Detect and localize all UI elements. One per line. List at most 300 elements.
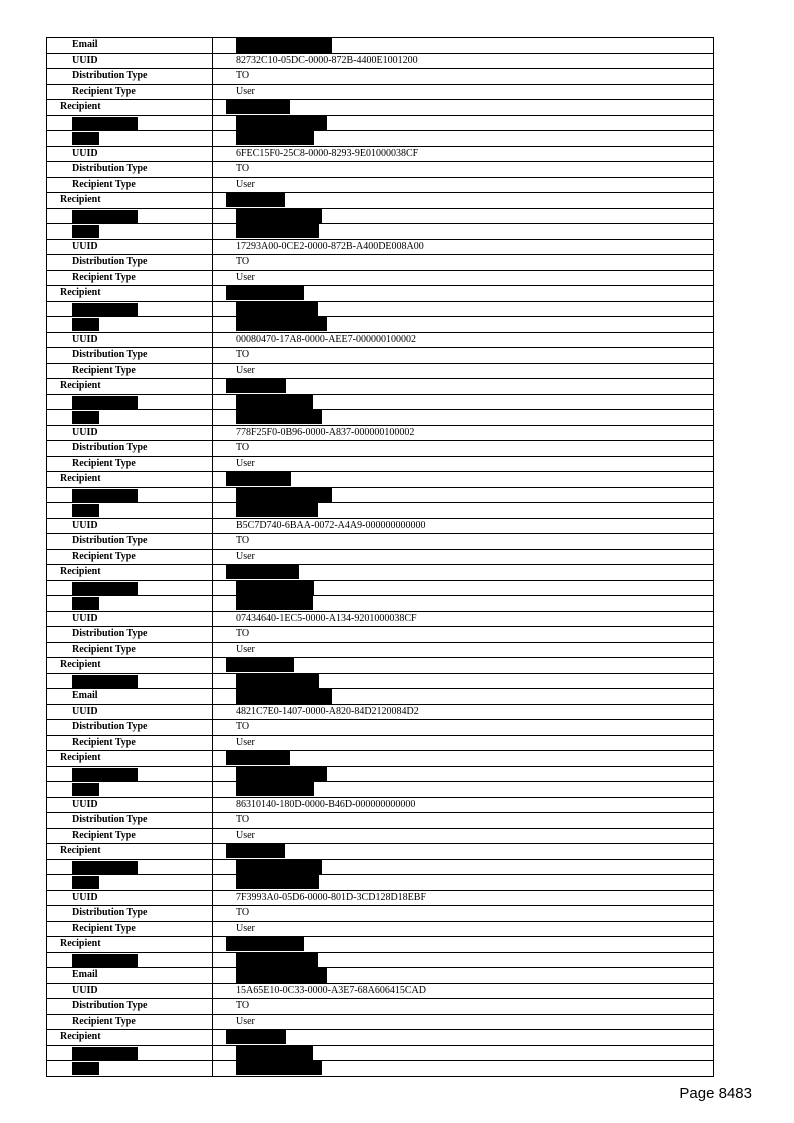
value-cell — [213, 426, 713, 441]
rtype-value: User — [236, 1015, 255, 1027]
redaction-block — [226, 193, 285, 207]
dist-value: TO — [236, 814, 250, 825]
value-cell — [213, 224, 713, 239]
label-cell — [47, 550, 213, 565]
redaction-block — [72, 504, 99, 517]
dist-value: TO — [236, 349, 250, 360]
table-row — [47, 767, 713, 783]
value-cell — [213, 116, 713, 131]
redaction-block — [236, 38, 332, 53]
field-label: Recipient Type — [72, 922, 136, 934]
label-cell — [47, 612, 213, 627]
value-cell — [213, 922, 713, 937]
label-cell — [47, 565, 213, 580]
field-label: Distribution Type — [72, 814, 148, 825]
redaction-block — [236, 224, 319, 238]
label-cell — [47, 147, 213, 162]
value-cell — [213, 782, 713, 797]
rtype-value: User — [236, 922, 255, 934]
field-label: Distribution Type — [72, 535, 148, 546]
redaction-block — [236, 674, 319, 688]
table-row — [47, 255, 713, 271]
label-cell — [47, 984, 213, 999]
label-cell — [47, 767, 213, 782]
table-row — [47, 550, 713, 566]
value-cell — [213, 596, 713, 611]
table-row — [47, 488, 713, 504]
value-cell — [213, 612, 713, 627]
value-cell — [213, 519, 713, 534]
rtype-value: User — [236, 643, 255, 655]
table-row — [47, 844, 713, 860]
value-cell — [213, 627, 713, 642]
value-cell — [213, 193, 713, 208]
redaction-block — [72, 783, 99, 796]
label-cell — [47, 116, 213, 131]
dist-value: TO — [236, 163, 250, 174]
redaction-block — [226, 658, 294, 672]
field-label: Recipient Type — [72, 178, 136, 190]
label-cell — [47, 860, 213, 875]
value-cell — [213, 674, 713, 689]
field-label: Distribution Type — [72, 907, 148, 918]
field-label: Distribution Type — [72, 70, 148, 81]
field-label: Email — [72, 39, 98, 50]
redaction-block — [226, 100, 290, 114]
label-cell — [47, 581, 213, 596]
table-row — [47, 38, 713, 54]
redaction-block — [236, 302, 318, 316]
redaction-block — [236, 581, 314, 595]
value-cell — [213, 286, 713, 301]
label-cell — [47, 286, 213, 301]
field-label: Recipient Type — [72, 550, 136, 562]
uuid-value: 17293A00-0CE2-0000-872B-A400DE008A00 — [236, 240, 424, 252]
dist-value: TO — [236, 256, 250, 267]
label-cell — [47, 209, 213, 224]
rtype-value: User — [236, 364, 255, 376]
field-label: Recipient — [60, 380, 101, 391]
redaction-block — [72, 210, 138, 223]
label-cell — [47, 178, 213, 193]
field-label: Distribution Type — [72, 721, 148, 732]
value-cell — [213, 364, 713, 379]
redaction-block — [72, 597, 99, 610]
redaction-block — [236, 317, 327, 331]
field-label: UUID — [72, 54, 98, 66]
uuid-value: B5C7D740-6BAA-0072-A4A9-000000000000 — [236, 519, 426, 531]
field-label: Recipient Type — [72, 457, 136, 469]
label-cell — [47, 162, 213, 177]
label-cell — [47, 844, 213, 859]
field-label: Recipient — [60, 194, 101, 205]
label-cell — [47, 441, 213, 456]
field-label: Recipient — [60, 659, 101, 670]
field-label: Recipient Type — [72, 643, 136, 655]
label-cell — [47, 534, 213, 549]
table-row — [47, 426, 713, 442]
field-label: Recipient — [60, 287, 101, 298]
value-cell — [213, 844, 713, 859]
field-label: UUID — [72, 891, 98, 903]
field-label: Recipient — [60, 566, 101, 577]
field-label: UUID — [72, 240, 98, 252]
value-cell — [213, 689, 713, 704]
label-cell — [47, 1046, 213, 1061]
table-row — [47, 782, 713, 798]
value-cell — [213, 751, 713, 766]
field-label: Distribution Type — [72, 349, 148, 360]
redaction-block — [72, 396, 138, 409]
value-cell — [213, 875, 713, 890]
label-cell — [47, 968, 213, 983]
value-cell — [213, 379, 713, 394]
redaction-block — [72, 954, 138, 967]
table-row — [47, 395, 713, 411]
table-row — [47, 193, 713, 209]
field-label: Recipient — [60, 845, 101, 856]
table-row — [47, 317, 713, 333]
table-row — [47, 1030, 713, 1046]
label-cell — [47, 488, 213, 503]
table-row — [47, 643, 713, 659]
label-cell — [47, 271, 213, 286]
redaction-block — [226, 379, 286, 393]
value-cell — [213, 69, 713, 84]
value-cell — [213, 999, 713, 1014]
redaction-block — [236, 953, 318, 967]
table-row — [47, 379, 713, 395]
label-cell — [47, 813, 213, 828]
label-cell — [47, 457, 213, 472]
table-row — [47, 410, 713, 426]
redaction-block — [72, 132, 99, 145]
field-label: UUID — [72, 426, 98, 438]
field-label: Distribution Type — [72, 1000, 148, 1011]
redaction-block — [226, 844, 285, 858]
label-cell — [47, 1061, 213, 1076]
dist-value: TO — [236, 442, 250, 453]
uuid-value: 07434640-1EC5-0000-A134-9201000038CF — [236, 612, 417, 624]
value-cell — [213, 441, 713, 456]
field-label: Recipient — [60, 752, 101, 763]
table-row — [47, 596, 713, 612]
table-row — [47, 302, 713, 318]
table-row — [47, 937, 713, 953]
value-cell — [213, 131, 713, 146]
value-cell — [213, 705, 713, 720]
table-row — [47, 271, 713, 287]
field-label: Distribution Type — [72, 163, 148, 174]
redaction-block — [236, 209, 322, 223]
label-cell — [47, 85, 213, 100]
label-cell — [47, 395, 213, 410]
redaction-block — [236, 410, 322, 424]
table-row — [47, 178, 713, 194]
label-cell — [47, 426, 213, 441]
redaction-block — [236, 395, 313, 409]
table-row — [47, 627, 713, 643]
value-cell — [213, 829, 713, 844]
redaction-block — [226, 751, 290, 765]
value-cell — [213, 581, 713, 596]
redaction-block — [226, 472, 291, 486]
label-cell — [47, 100, 213, 115]
dist-value: TO — [236, 535, 250, 546]
table-row — [47, 519, 713, 535]
label-cell — [47, 317, 213, 332]
value-cell — [213, 767, 713, 782]
label-cell — [47, 69, 213, 84]
table-row — [47, 69, 713, 85]
label-cell — [47, 596, 213, 611]
table-row — [47, 813, 713, 829]
label-cell — [47, 643, 213, 658]
label-cell — [47, 798, 213, 813]
value-cell — [213, 348, 713, 363]
table-row — [47, 891, 713, 907]
redaction-block — [236, 503, 318, 517]
table-row — [47, 1015, 713, 1031]
field-label: Recipient Type — [72, 736, 136, 748]
redaction-block — [72, 489, 138, 502]
label-cell — [47, 1015, 213, 1030]
value-cell — [213, 1030, 713, 1045]
field-label: Distribution Type — [72, 442, 148, 453]
redaction-block — [72, 117, 138, 130]
table-row — [47, 860, 713, 876]
value-cell — [213, 410, 713, 425]
value-cell — [213, 302, 713, 317]
redaction-block — [72, 225, 99, 238]
value-cell — [213, 503, 713, 518]
table-row — [47, 798, 713, 814]
label-cell — [47, 302, 213, 317]
field-label: Recipient Type — [72, 271, 136, 283]
table-row — [47, 209, 713, 225]
table-row — [47, 736, 713, 752]
value-cell — [213, 147, 713, 162]
field-label: Recipient — [60, 938, 101, 949]
redaction-block — [72, 1062, 99, 1075]
label-cell — [47, 736, 213, 751]
value-cell — [213, 317, 713, 332]
redaction-block — [226, 1030, 286, 1044]
redaction-block — [72, 303, 138, 316]
table-row — [47, 720, 713, 736]
rtype-value: User — [236, 829, 255, 841]
label-cell — [47, 54, 213, 69]
table-row — [47, 54, 713, 70]
field-label: Email — [72, 690, 98, 701]
value-cell — [213, 333, 713, 348]
label-cell — [47, 720, 213, 735]
rtype-value: User — [236, 736, 255, 748]
table-row — [47, 364, 713, 380]
redaction-block — [72, 876, 99, 889]
label-cell — [47, 875, 213, 890]
redaction-block — [236, 689, 332, 704]
label-cell — [47, 906, 213, 921]
field-label: Recipient — [60, 101, 101, 112]
value-cell — [213, 457, 713, 472]
redaction-block — [72, 318, 99, 331]
label-cell — [47, 751, 213, 766]
label-cell — [47, 999, 213, 1014]
table-row — [47, 999, 713, 1015]
table-row — [47, 674, 713, 690]
field-label: UUID — [72, 333, 98, 345]
field-label: Recipient Type — [72, 829, 136, 841]
value-cell — [213, 813, 713, 828]
table-row — [47, 581, 713, 597]
label-cell — [47, 240, 213, 255]
value-cell — [213, 891, 713, 906]
value-cell — [213, 54, 713, 69]
value-cell — [213, 984, 713, 999]
label-cell — [47, 674, 213, 689]
rtype-value: User — [236, 457, 255, 469]
label-cell — [47, 705, 213, 720]
redaction-block — [72, 1047, 138, 1060]
table-row — [47, 1061, 713, 1077]
recipient-table — [46, 37, 714, 1077]
field-label: UUID — [72, 705, 98, 717]
uuid-value: 86310140-180D-0000-B46D-000000000000 — [236, 798, 416, 810]
uuid-value: 4821C7E0-1407-0000-A820-84D2120084D2 — [236, 705, 419, 717]
redaction-block — [72, 675, 138, 688]
redaction-block — [226, 286, 304, 300]
label-cell — [47, 829, 213, 844]
dist-value: TO — [236, 907, 250, 918]
table-row — [47, 906, 713, 922]
table-row — [47, 534, 713, 550]
table-row — [47, 922, 713, 938]
redaction-block — [236, 860, 322, 874]
redaction-block — [236, 968, 327, 983]
field-label: Recipient Type — [72, 364, 136, 376]
value-cell — [213, 534, 713, 549]
table-row — [47, 503, 713, 519]
label-cell — [47, 689, 213, 704]
table-row — [47, 333, 713, 349]
redaction-block — [236, 1046, 313, 1060]
label-cell — [47, 922, 213, 937]
redaction-block — [236, 116, 327, 130]
label-cell — [47, 131, 213, 146]
value-cell — [213, 1061, 713, 1076]
field-label: Recipient Type — [72, 85, 136, 97]
field-label: UUID — [72, 798, 98, 810]
label-cell — [47, 658, 213, 673]
uuid-value: 778F25F0-0B96-0000-A837-000000100002 — [236, 426, 415, 438]
redaction-block — [72, 582, 138, 595]
value-cell — [213, 720, 713, 735]
table-row — [47, 1046, 713, 1062]
value-cell — [213, 209, 713, 224]
label-cell — [47, 348, 213, 363]
label-cell — [47, 1030, 213, 1045]
uuid-value: 82732C10-05DC-0000-872B-4400E1001200 — [236, 54, 418, 66]
table-row — [47, 162, 713, 178]
value-cell — [213, 178, 713, 193]
table-row — [47, 953, 713, 969]
table-row — [47, 85, 713, 101]
label-cell — [47, 953, 213, 968]
value-cell — [213, 658, 713, 673]
table-row — [47, 240, 713, 256]
page-number: Page 8483 — [679, 1085, 752, 1102]
table-row — [47, 984, 713, 1000]
field-label: UUID — [72, 519, 98, 531]
field-label: UUID — [72, 612, 98, 624]
label-cell — [47, 627, 213, 642]
redaction-block — [72, 768, 138, 781]
label-cell — [47, 472, 213, 487]
redaction-block — [226, 937, 304, 951]
redaction-block — [72, 861, 138, 874]
redaction-block — [236, 488, 332, 502]
table-row — [47, 689, 713, 705]
table-row — [47, 565, 713, 581]
value-cell — [213, 798, 713, 813]
redaction-block — [236, 1061, 322, 1075]
label-cell — [47, 193, 213, 208]
field-label: Recipient — [60, 473, 101, 484]
value-cell — [213, 550, 713, 565]
redaction-block — [236, 131, 314, 145]
value-cell — [213, 565, 713, 580]
table-row — [47, 829, 713, 845]
table-row — [47, 968, 713, 984]
field-label: UUID — [72, 147, 98, 159]
value-cell — [213, 906, 713, 921]
label-cell — [47, 379, 213, 394]
label-cell — [47, 937, 213, 952]
uuid-value: 7F3993A0-05D6-0000-801D-3CD128D18EBF — [236, 891, 426, 903]
redaction-block — [226, 565, 299, 579]
uuid-value: 6FEC15F0-25C8-0000-8293-9E01000038CF — [236, 147, 419, 159]
table-row — [47, 457, 713, 473]
value-cell — [213, 38, 713, 53]
field-label: Distribution Type — [72, 628, 148, 639]
field-label: Recipient Type — [72, 1015, 136, 1027]
label-cell — [47, 891, 213, 906]
value-cell — [213, 937, 713, 952]
label-cell — [47, 38, 213, 53]
rtype-value: User — [236, 85, 255, 97]
value-cell — [213, 271, 713, 286]
dist-value: TO — [236, 70, 250, 81]
field-label: Email — [72, 969, 98, 980]
value-cell — [213, 162, 713, 177]
table-row — [47, 286, 713, 302]
value-cell — [213, 85, 713, 100]
table-row — [47, 100, 713, 116]
rtype-value: User — [236, 271, 255, 283]
table-row — [47, 658, 713, 674]
label-cell — [47, 255, 213, 270]
value-cell — [213, 953, 713, 968]
table-row — [47, 348, 713, 364]
dist-value: TO — [236, 1000, 250, 1011]
table-row — [47, 751, 713, 767]
redaction-block — [236, 782, 314, 796]
rtype-value: User — [236, 550, 255, 562]
value-cell — [213, 472, 713, 487]
label-cell — [47, 364, 213, 379]
uuid-value: 00080470-17A8-0000-AEE7-000000100002 — [236, 333, 416, 345]
